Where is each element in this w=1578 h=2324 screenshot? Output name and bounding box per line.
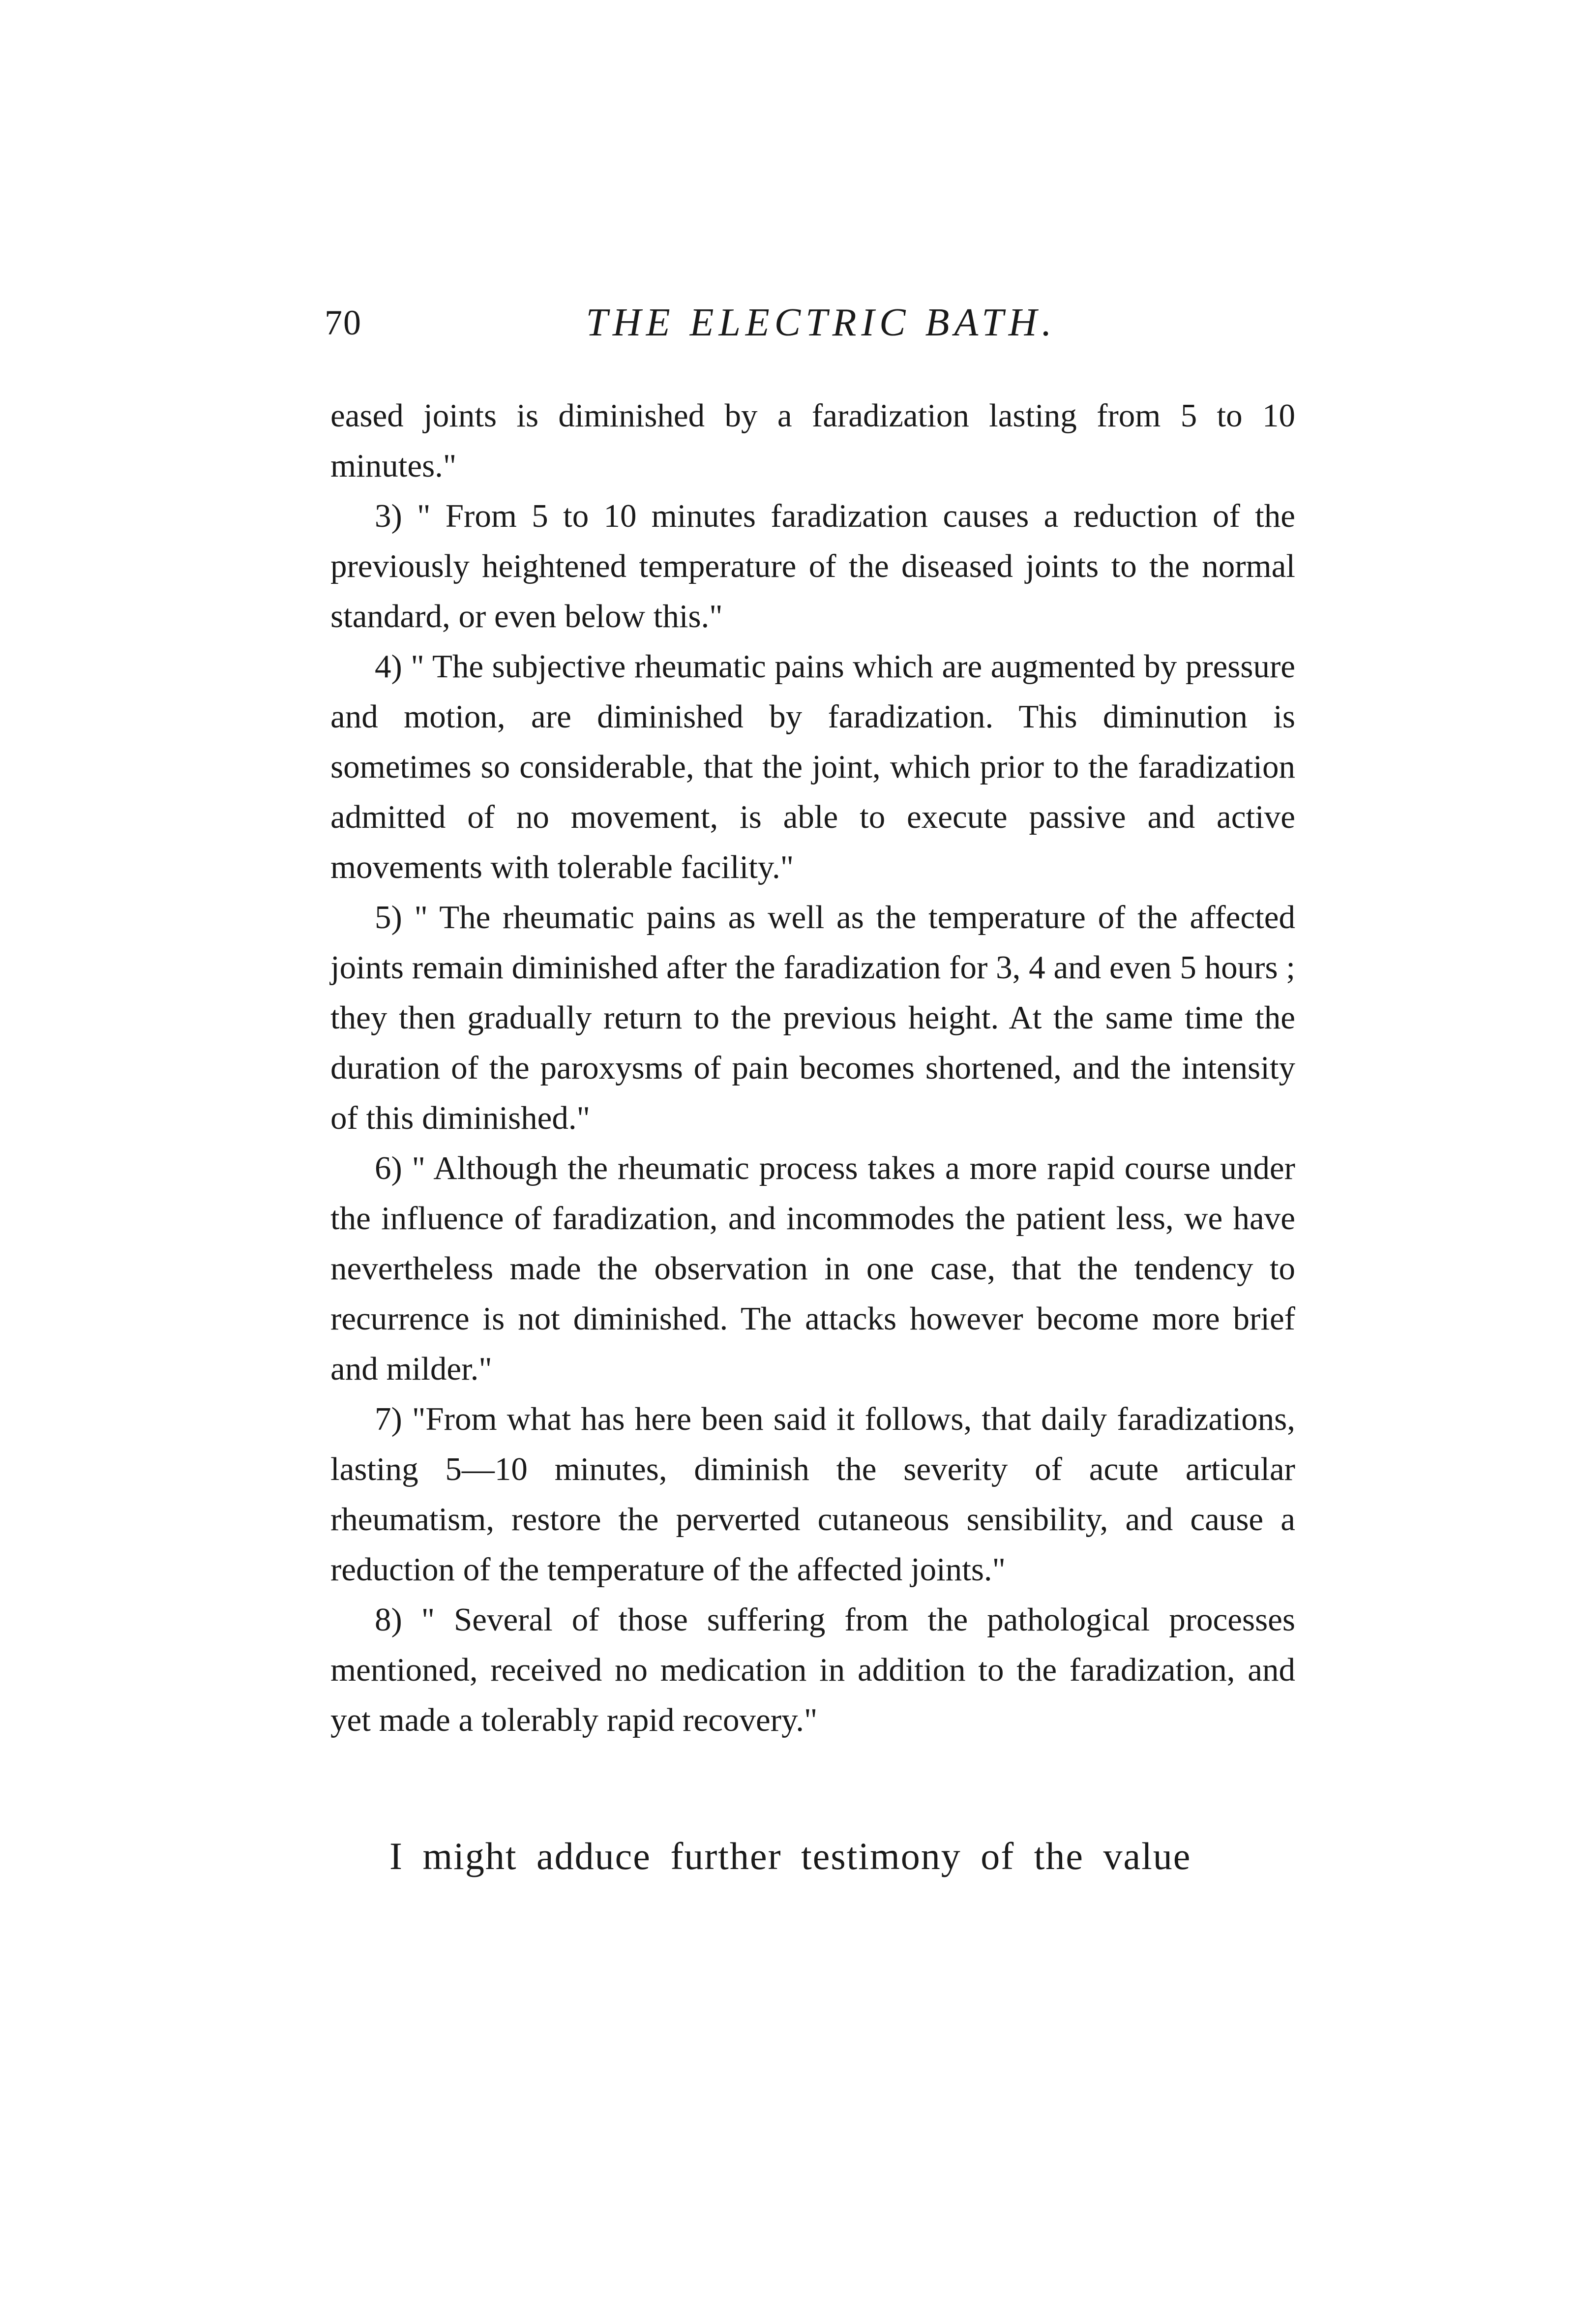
paragraph-item-5: 5) " The rheumatic pains as well as the temperature of the affected joints remain diminished after the faradization for 3, 4 and even 5 hours ; they then gradually return to the previous height. At the same time the duration of the paroxysms of pain becomes shortened, and the intensity of this diminished."	[330, 899, 1295, 1136]
paragraph-item-4: 4) " The subjective rheumatic pains which are augmented by pressure and motion, are diminished by faradization. This diminution is sometimes so considerable, that the joint, which prior to the faradization admitted of no movement, is able to execute passive and active movements with tolerable facility."	[330, 648, 1295, 885]
paragraph-continuation: eased joints is diminished by a faradization lasting from 5 to 10 minutes."	[330, 397, 1295, 484]
paragraph-item-7: 7) "From what has here been said it follows, that daily faradizations, lasting 5—10 minutes, diminish the severity of acute articular rheumatism, restore the perverted cutaneous sensibility, and cause a reduction of the temperature of the affected joints."	[330, 1401, 1295, 1588]
body-text	[330, 391, 1295, 1745]
page-header	[325, 293, 1303, 352]
paragraph-item-3: 3) " From 5 to 10 minutes faradization causes a reduction of the previously heightened temperature of the diseased joints to the normal standard, or even below this."	[330, 498, 1295, 634]
final-paragraph: I might adduce further testimony of the value	[389, 1835, 1191, 1877]
running-title: THE ELECTRIC BATH.	[586, 301, 1057, 344]
paragraph-item-8: 8) " Several of those suffering from the pathological processes mentioned, received no medication in addition to the faradization, and yet made a tolerably rapid recovery."	[330, 1601, 1295, 1738]
paragraph-item-6: 6) " Although the rheumatic process takes a more rapid course under the influence of faradization, and incommodes the patient less, we have nevertheless made the observation in one case, that the tendency to recurrence is not diminished. The attacks however become more brief and milder."	[330, 1150, 1295, 1387]
page-number: 70	[325, 303, 362, 342]
